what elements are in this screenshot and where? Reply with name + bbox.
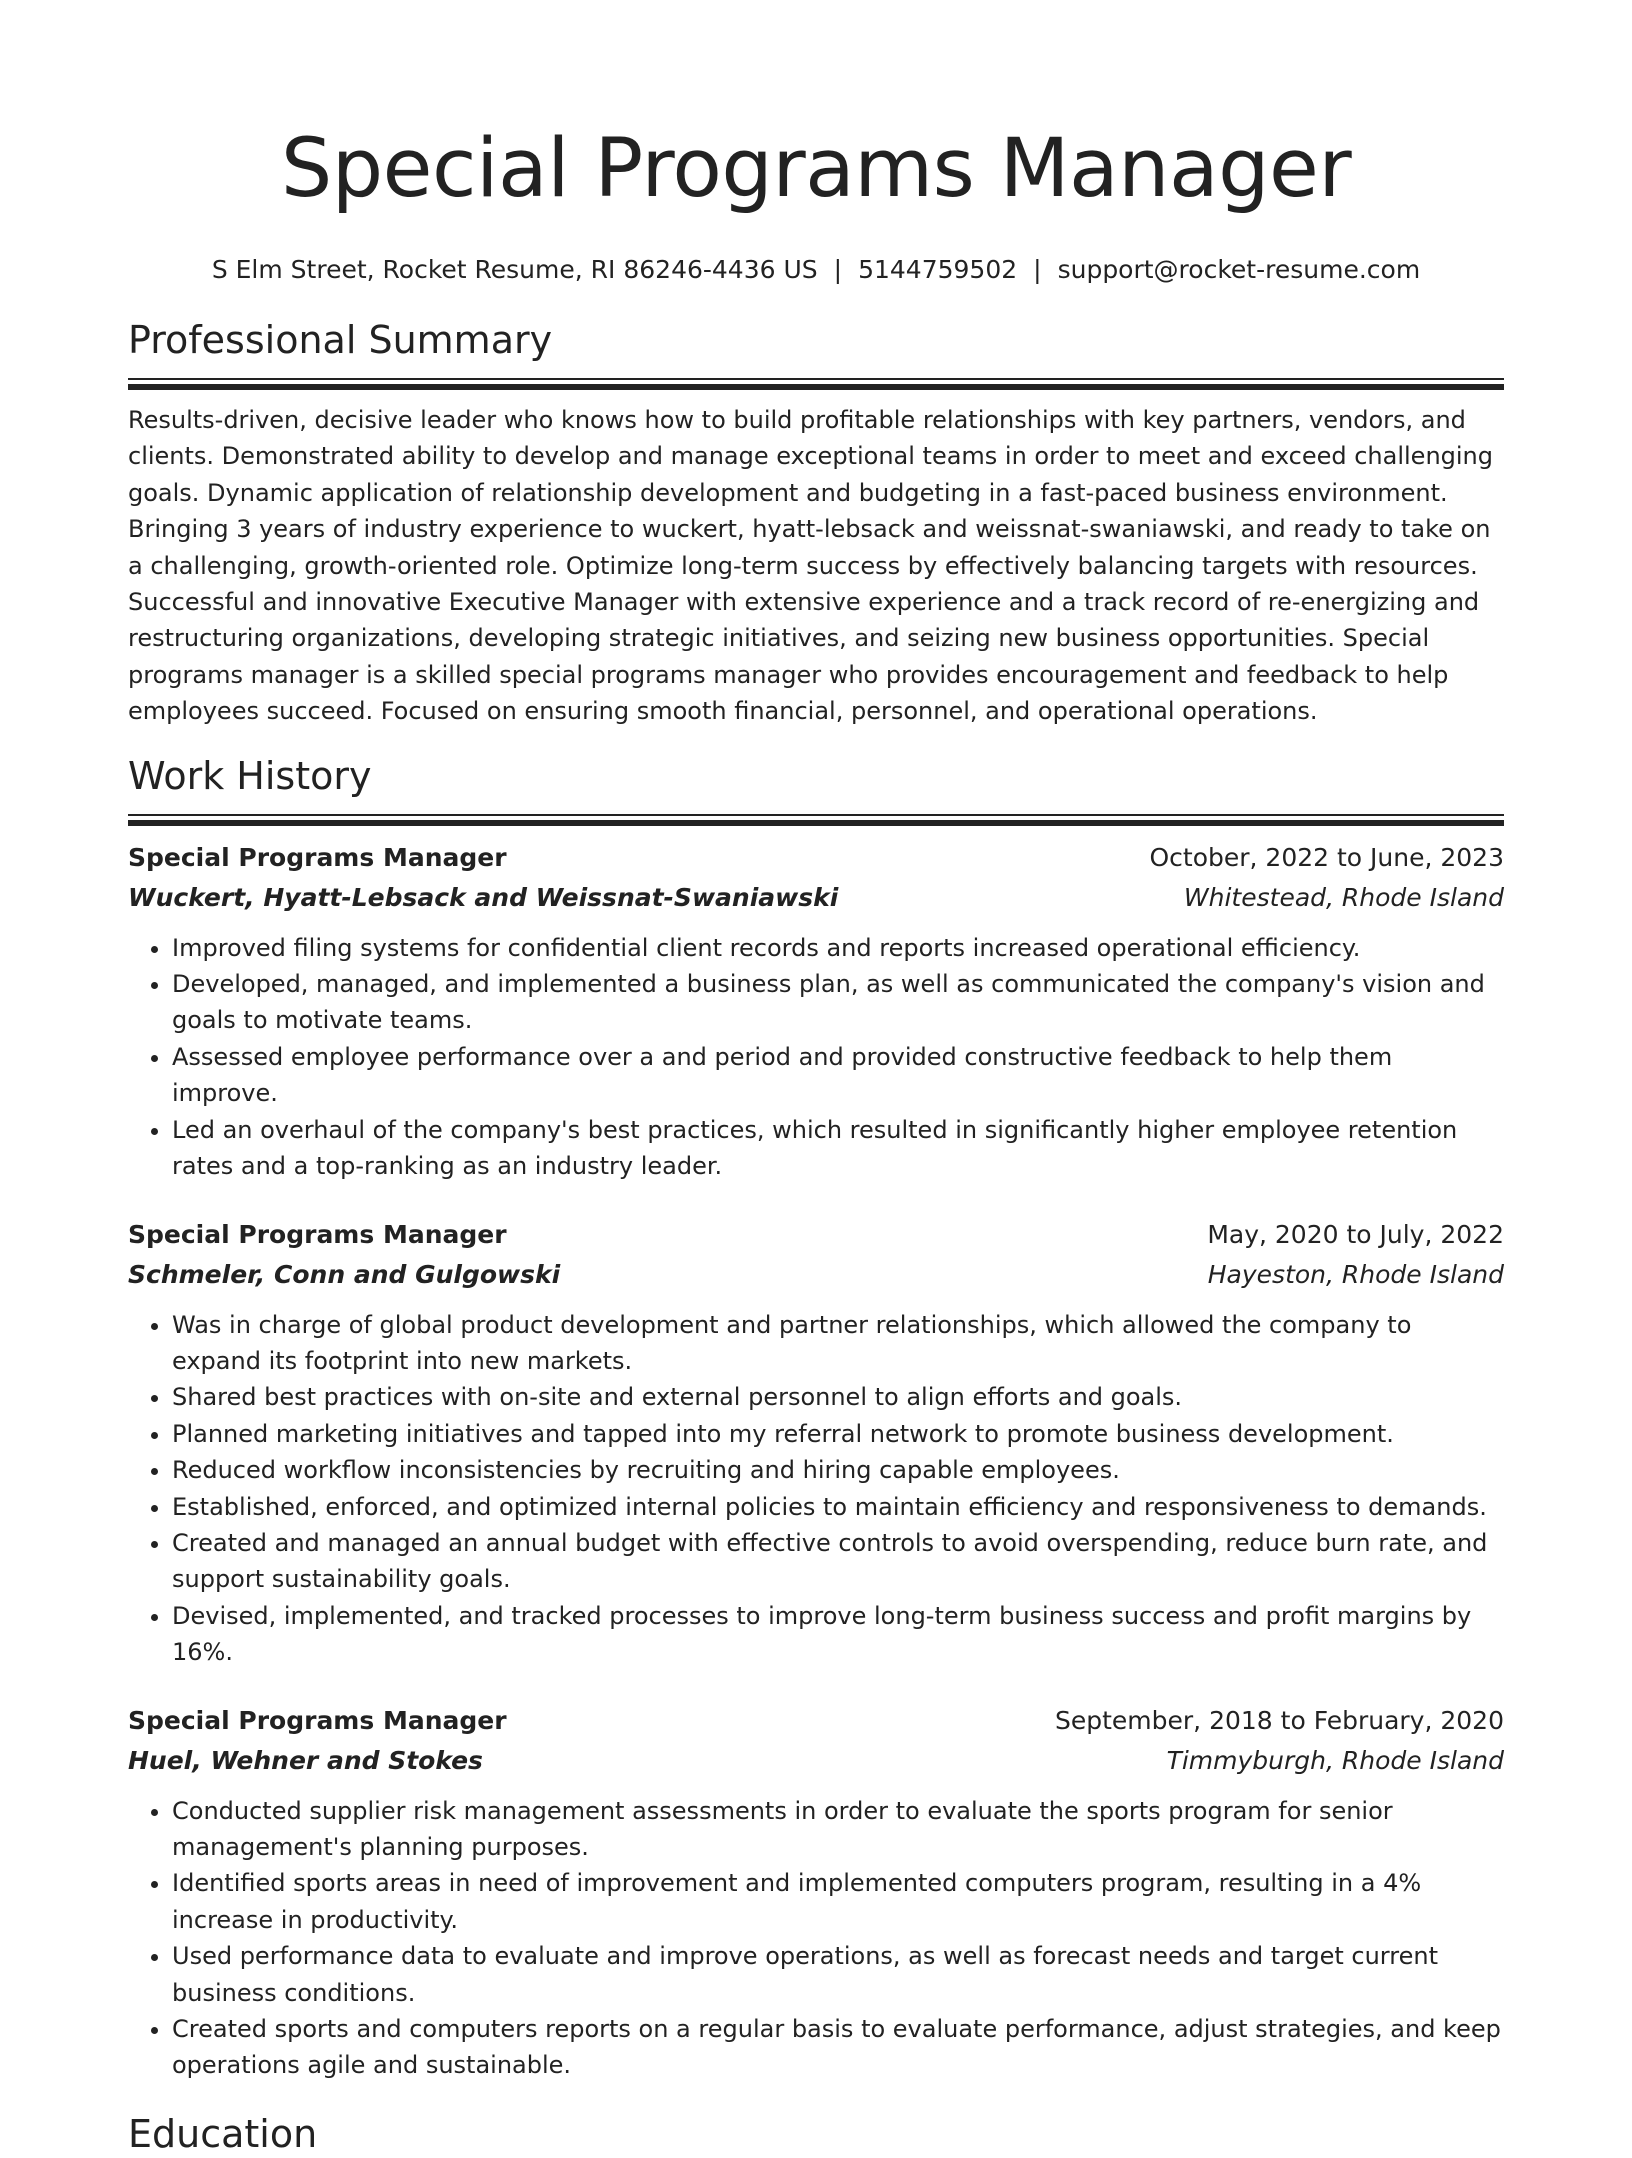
job-dates: September, 2018 to February, 2020 xyxy=(1055,1705,1504,1735)
job-bullet-list xyxy=(128,930,1504,1185)
section-heading-summary: Professional Summary xyxy=(128,318,553,362)
job-location: Timmyburgh, Rhode Island xyxy=(1166,1745,1504,1775)
job-header-row xyxy=(128,838,1504,878)
section-heading-work-history: Work History xyxy=(128,753,372,798)
job-bullet: • Planned marketing initiatives and tapped into my referral network to promote business development. xyxy=(172,1416,1504,1452)
job-subheader-row xyxy=(128,1741,1504,1781)
job-company: Wuckert, Hyatt-Lebsack and Weissnat-Swaniawski xyxy=(128,882,839,912)
contact-email: support@rocket-resume.com xyxy=(1057,255,1421,284)
work-history-section xyxy=(128,752,1504,2084)
job-header-row xyxy=(128,1701,1504,1741)
job-header-row xyxy=(128,1215,1504,1255)
section-divider xyxy=(128,814,1504,820)
job-company: Huel, Wehner and Stokes xyxy=(128,1745,483,1775)
job-company: Schmeler, Conn and Gulgowski xyxy=(128,1259,561,1289)
job-bullet: • Reduced workflow inconsistencies by recruiting and hiring capable employees. xyxy=(172,1452,1504,1488)
contact-separator: | xyxy=(1033,255,1042,284)
professional-summary-section xyxy=(128,316,1504,730)
job-bullet-list xyxy=(128,1307,1504,1671)
job-bullet-list xyxy=(128,1793,1504,2084)
job-bullet: • Improved filing systems for confidential client records and reports increased operational efficiency. xyxy=(172,930,1504,966)
section-heading-education: Education xyxy=(128,2111,318,2156)
job-bullet: • Developed, managed, and implemented a business plan, as well as communicated the company's vision and goals to motivate teams. xyxy=(172,966,1504,1039)
job-bullet: • Created and managed an annual budget with effective controls to avoid overspending, reduce burn rate, and support sustainability goals. xyxy=(172,1525,1504,1598)
job-entry xyxy=(128,838,1504,1185)
job-title: Special Programs Manager xyxy=(128,1219,507,1249)
contact-phone: 5144759502 xyxy=(858,255,1018,284)
job-bullet: • Identified sports areas in need of improvement and implemented computers program, resulting in a 4% increase in productivity. xyxy=(172,1865,1504,1938)
job-bullet: • Devised, implemented, and tracked processes to improve long-term business success and profit margins by 16%. xyxy=(172,1598,1504,1671)
job-subheader-row xyxy=(128,1255,1504,1295)
job-bullet: • Conducted supplier risk management assessments in order to evaluate the sports program for senior management's planning purposes. xyxy=(172,1793,1504,1866)
section-divider xyxy=(128,378,1504,384)
job-title: Special Programs Manager xyxy=(128,1705,507,1735)
contact-line xyxy=(128,252,1504,288)
job-bullet: • Was in charge of global product development and partner relationships, which allowed the company to expand its footprint into new markets. xyxy=(172,1307,1504,1380)
job-entry xyxy=(128,1215,1504,1671)
job-entry xyxy=(128,1701,1504,2084)
job-bullet: • Led an overhaul of the company's best practices, which resulted in significantly higher employee retention rates and a top-ranking as an industry leader. xyxy=(172,1112,1504,1185)
job-bullet: • Created sports and computers reports on a regular basis to evaluate performance, adjust strategies, and keep operations agile and sustainable. xyxy=(172,2011,1504,2084)
job-bullet: • Used performance data to evaluate and improve operations, as well as forecast needs and target current business conditions. xyxy=(172,1938,1504,2011)
job-bullet: • Shared best practices with on-site and external personnel to align efforts and goals. xyxy=(172,1379,1504,1415)
job-bullet: • Assessed employee performance over a and period and provided constructive feedback to help them improve. xyxy=(172,1039,1504,1112)
contact-separator: | xyxy=(833,255,843,284)
job-location: Whitestead, Rhode Island xyxy=(1183,882,1504,912)
job-title: Special Programs Manager xyxy=(128,842,507,872)
job-dates: October, 2022 to June, 2023 xyxy=(1149,842,1504,872)
education-section xyxy=(128,2110,1504,2158)
job-location: Hayeston, Rhode Island xyxy=(1207,1259,1504,1289)
job-dates: May, 2020 to July, 2022 xyxy=(1207,1219,1504,1249)
summary-paragraph: Results-driven, decisive leader who knows how to build profitable relationships with key partners, vendors, and clients. Demonstrated ability to develop and manage exceptional teams in order to meet and exceed challenging goals. Dynamic application of relationship development and budgeting in a fast-paced business environment. Bringing 3 years of industry experience to wuckert, hyatt-lebsack and weissnat-swaniawski, and ready to take on a challenging, growth-oriented role. Optimize long-term success by effectively balancing targets with resources. Successful and innovative Executive Manager with extensive experience and a track record of re-energizing and restructuring organizations, developing strategic initiatives, and seizing new business opportunities. Special programs manager is a skilled special programs manager who provides encouragement and feedback to help employees succeed. Focused on ensuring smooth financial, personnel, and operational operations. xyxy=(128,406,1493,726)
job-bullet: • Established, enforced, and optimized internal policies to maintain efficiency and responsiveness to demands. xyxy=(172,1489,1504,1525)
resume-title: Special Programs Manager xyxy=(280,122,1352,216)
job-subheader-row xyxy=(128,878,1504,918)
contact-address: S Elm Street, Rocket Resume, RI 86246-4436 US xyxy=(211,255,818,284)
